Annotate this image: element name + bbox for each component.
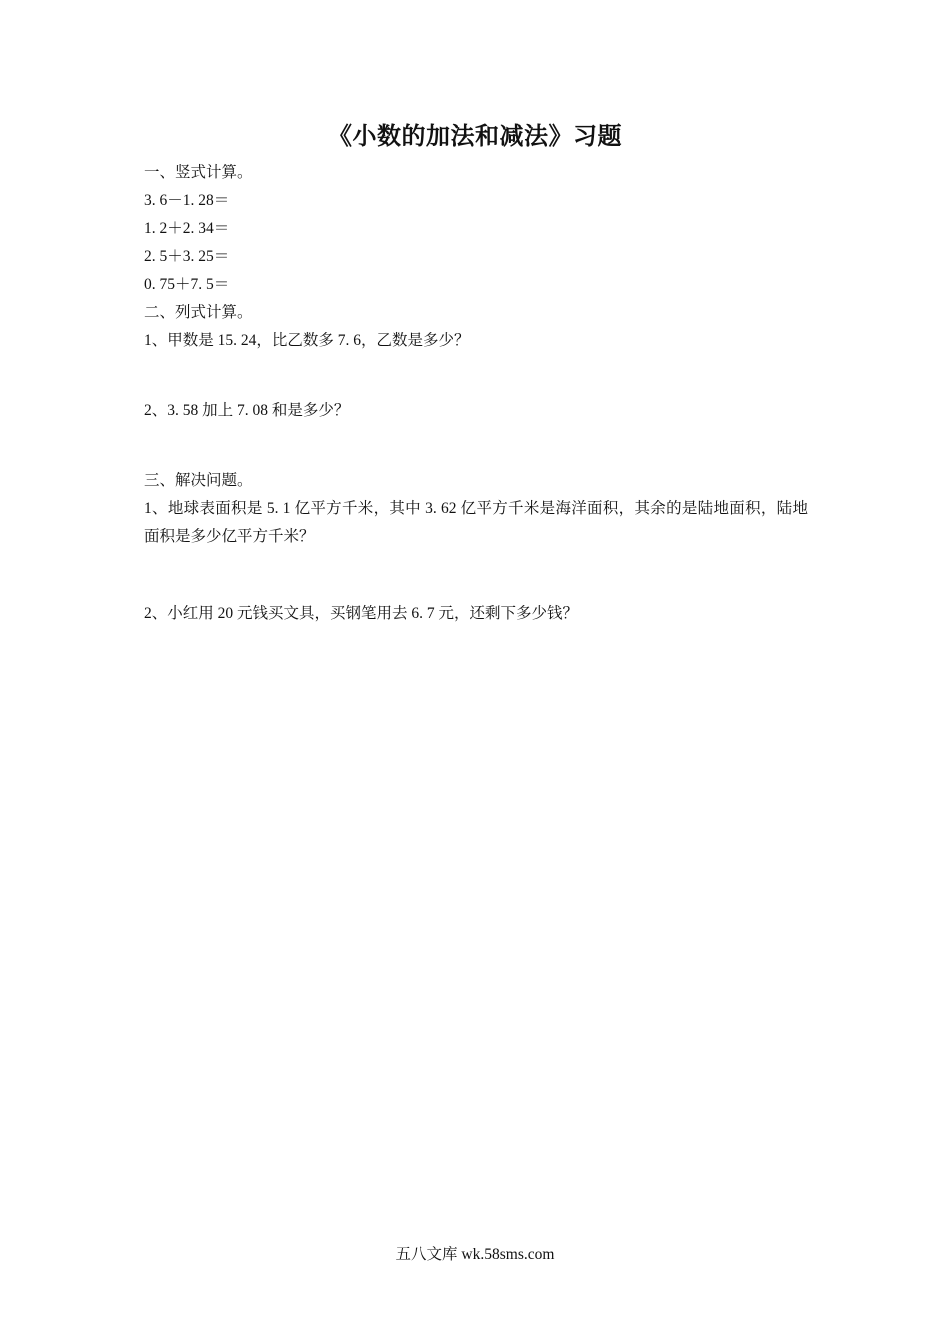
calc-item-2: 1. 2＋2. 34＝ (144, 220, 230, 237)
section-2-question-1: 1、甲数是 15. 24，比乙数多 7. 6，乙数是多少？ (144, 332, 470, 349)
calc-item-1: 3. 6－1. 28＝ (144, 192, 230, 209)
section-3-question-1: 1、地球表面积是 5. 1 亿平方千米，其中 3. 62 亿平方千米是海洋面积，其余的是陆地面积，陆地面积是多少亿平方千米？ (144, 500, 808, 545)
footer-watermark: 五八文库 wk.58sms.com (395, 1246, 555, 1263)
section-1-heading: 一、竖式计算。 (144, 164, 253, 181)
section-2-question-2: 2、3. 58 加上 7. 08 和是多少？ (144, 402, 350, 419)
section-3-heading: 三、解决问题。 (144, 472, 253, 489)
page-title: 《小数的加法和减法》习题 (328, 124, 622, 150)
section-2-heading: 二、列式计算。 (144, 304, 253, 321)
calc-item-4: 0. 75＋7. 5＝ (144, 276, 230, 293)
document-body (144, 159, 814, 628)
section-3-question-2: 2、小红用 20 元钱买文具，买钢笔用去 6. 7 元，还剩下多少钱？ (144, 605, 579, 622)
calc-item-3: 2. 5＋3. 25＝ (144, 248, 230, 265)
